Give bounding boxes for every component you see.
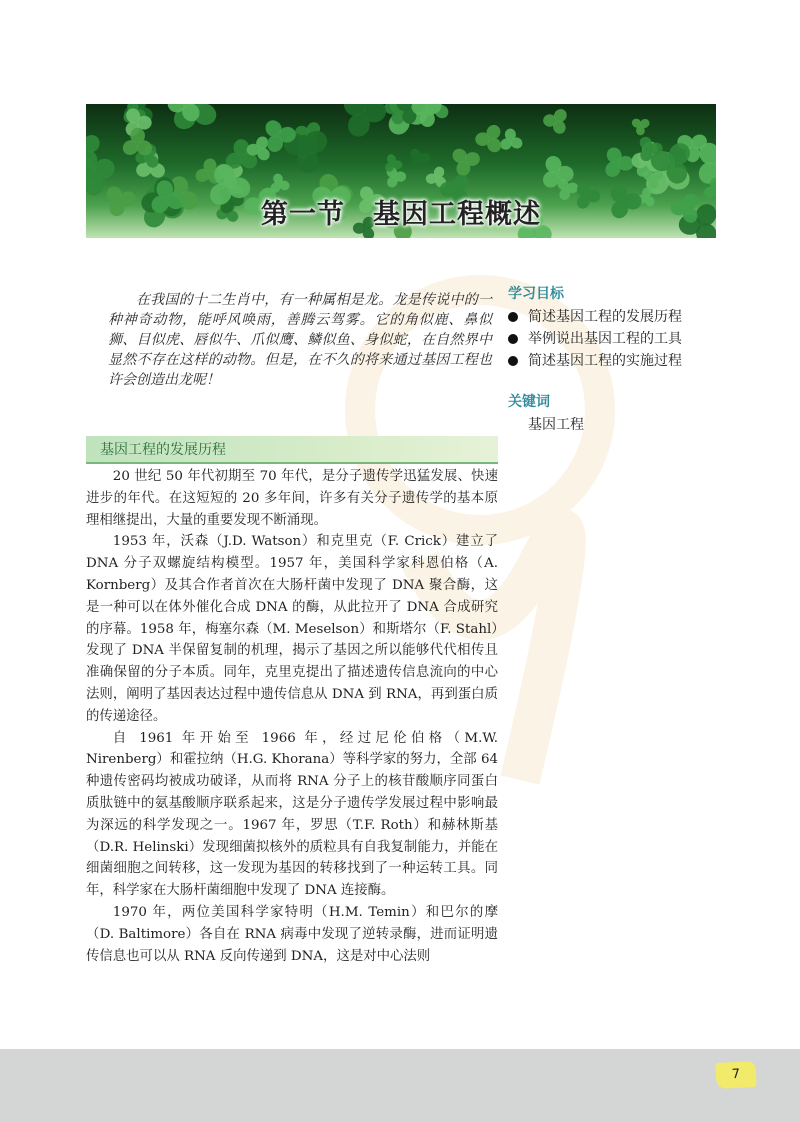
body-paragraph: 20 世纪 50 年代初期至 70 年代，是分子遗传学迅猛发展、快速进步的年代。在这短短的 20 多年间，许多有关分子遗传学的基本原理相继提出，大量的重要发现不断涌现。: [86, 469, 498, 528]
objective-item: 简述基因工程的发展历程: [508, 306, 738, 328]
objective-item: 举例说出基因工程的工具: [508, 328, 738, 350]
objectives-heading: 学习目标: [508, 286, 564, 302]
body-paragraph: 自 1961 年开始至 1966 年，经过尼伦伯格（M.W. Nirenberg）和霍拉纳（H.G. Khorana）等科学家的努力，全部 64 种遗传密码均被成功破译，从而将 RNA 分子上的核苷酸顺序同蛋白质肽链中的氨基酸顺序联系起来，这是分子遗传学发展过程中影响最为深远的科学发现之一。1967 年，罗思（T.F. Roth）和赫林斯基（D.R. Helinski）发现细菌拟核外的质粒具有自我复制能力，并能在细菌细胞之间转移，这一发现为基因的转移找到了一种运转工具。同年，科学家在大肠杆菌细胞中发现了 DNA 连接酶。: [86, 730, 498, 899]
body-paragraph: 1970 年，两位美国科学家特明（H.M. Temin）和巴尔的摩（D. Baltimore）各自在 RNA 病毒中发现了逆转录酶，进而证明遗传信息也可以从 RNA 反向传递到 DNA，这是对中心法则: [86, 904, 498, 964]
section-heading-bar: [86, 436, 498, 464]
section-title: 第一节 基因工程概述: [261, 199, 541, 230]
bullet-icon: [508, 312, 518, 322]
chapter-banner: [86, 104, 716, 238]
body-paragraph: 1953 年，沃森（J.D. Watson）和克里克（F. Crick）建立了 DNA 分子双螺旋结构模型。1957 年，美国科学家科恩伯格（A. Kornberg）及其合作者首次在大肠杆菌中发现了 DNA 聚合酶，这是一种可以在体外催化合成 DNA 的酶，从此拉开了 DNA 合成研究的序幕。1958 年，梅塞尔森（M. Meselson）和斯塔尔（F. Stahl）发现了 DNA 半保留复制的机理，揭示了基因之所以能够代代相传且准确保留的分子本质。同年，克里克提出了描述遗传信息流向的中心法则，阐明了基因表达过程中遗传信息从 DNA 到 RNA，再到蛋白质的传递途径。: [86, 534, 498, 724]
bullet-icon: [508, 334, 518, 344]
page-footer: [0, 1049, 800, 1122]
page-number: 7: [715, 1061, 756, 1089]
intro-paragraph: 在我国的十二生肖中，有一种属相是龙。龙是传说中的一种神奇动物，能呼风唤雨，善腾云驾雾。它的角似鹿、鼻似狮、目似虎、唇似牛、爪似鹰、鳞似鱼、身似蛇，在自然界中显然不存在这样的动物。但是，在不久的将来通过基因工程也许会创造出龙呢！: [108, 292, 492, 388]
keywords-heading: 关键词: [508, 394, 550, 410]
section-body: [86, 466, 498, 967]
objectives-list: [508, 306, 738, 372]
sidebar: [508, 283, 738, 436]
keyword-item: 基因工程: [528, 417, 584, 433]
objective-item: 简述基因工程的实施过程: [508, 350, 738, 372]
section-heading: 基因工程的发展历程: [100, 442, 226, 458]
bullet-icon: [508, 356, 518, 366]
